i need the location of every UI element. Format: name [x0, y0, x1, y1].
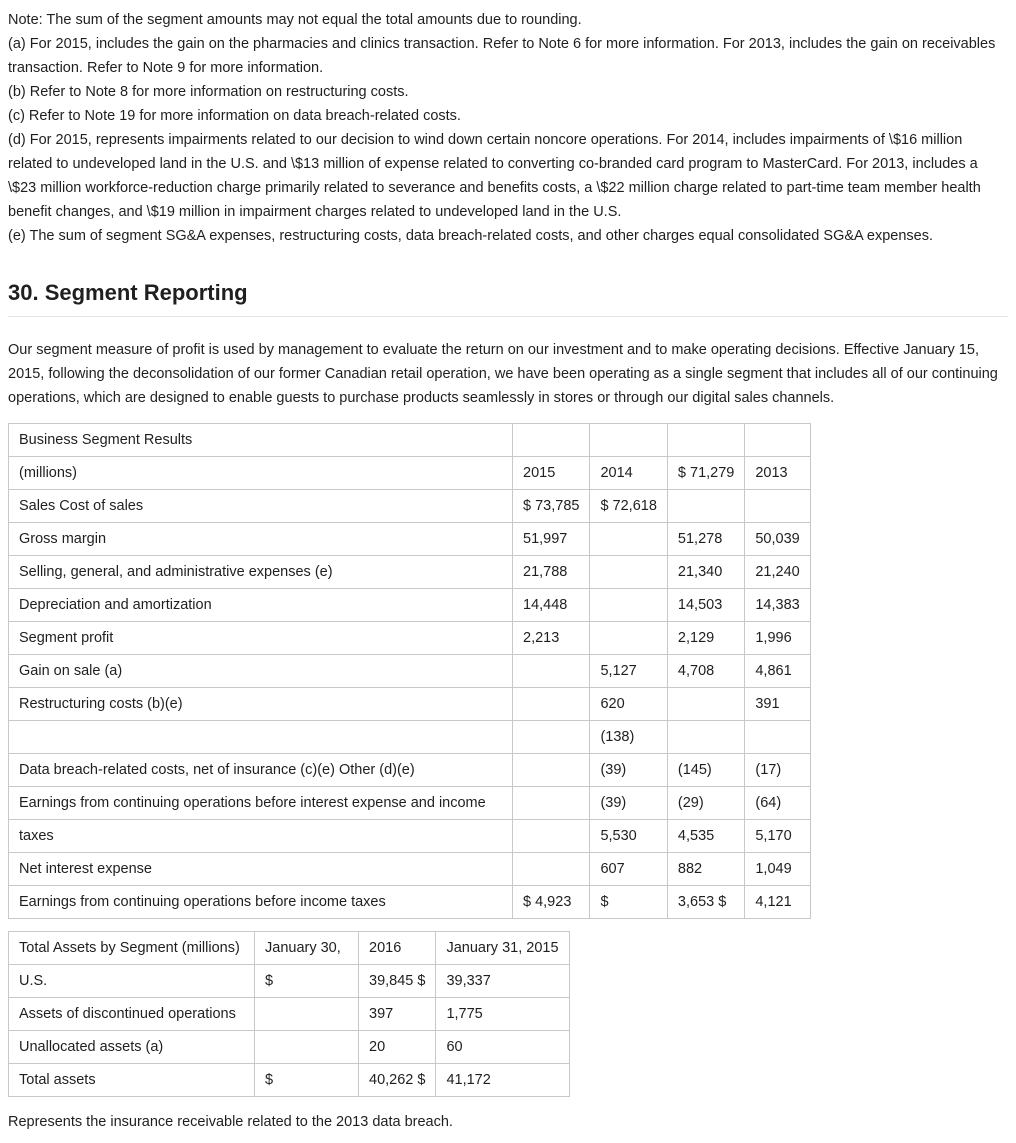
table-cell: 620: [590, 688, 667, 721]
table-cell: $ 4,923: [513, 886, 590, 919]
note-c: (c) Refer to Note 19 for more information on data breach-related costs.: [8, 108, 461, 124]
table-cell: 50,039: [745, 523, 810, 556]
note-a: (a) For 2015, includes the gain on the pharmacies and clinics transaction. Refer to Note 6 for more information. For 2013, includes the gain on receivables transaction. Refer to Note 9 for more information.: [8, 36, 996, 76]
table-row: [9, 886, 811, 919]
table-cell: [255, 1031, 359, 1064]
table-row: [9, 523, 811, 556]
table-cell: [513, 787, 590, 820]
table-cell: 4,121: [745, 886, 810, 919]
table-row: [9, 589, 811, 622]
table-cell: 60: [436, 1031, 569, 1064]
row-label: Data breach-related costs, net of insurance (c)(e) Other (d)(e): [9, 754, 513, 787]
row-label: Selling, general, and administrative expenses (e): [9, 556, 513, 589]
intro-paragraph: Our segment measure of profit is used by management to evaluate the return on our investment and to make operating decisions. Effective January 15, 2015, following the deconsolidation of our former Canadian retail operation, we have been operating as a single segment that includes all of our continuing operations, which are designed to enable guests to purchase products seamlessly in stores or through our digital sales channels.: [8, 342, 998, 406]
table-cell: 1,049: [745, 853, 810, 886]
table-cell: 5,530: [590, 820, 667, 853]
table-row: [9, 688, 811, 721]
row-label: Net interest expense: [9, 853, 513, 886]
table-cell: [590, 589, 667, 622]
table-cell: (138): [590, 721, 667, 754]
table-row: [9, 820, 811, 853]
table-cell: 20: [359, 1031, 436, 1064]
table-cell: [513, 820, 590, 853]
note-b: (b) Refer to Note 8 for more information on restructuring costs.: [8, 84, 409, 100]
table-cell: 1,996: [745, 622, 810, 655]
table-cell: $ 72,618: [590, 490, 667, 523]
row-label: Earnings from continuing operations before income taxes: [9, 886, 513, 919]
table-cell: 5,127: [590, 655, 667, 688]
note-e: (e) The sum of segment SG&A expenses, restructuring costs, data breach-related costs, and other charges equal consolidated SG&A expenses.: [8, 228, 934, 244]
table-cell: $ 71,279: [667, 457, 744, 490]
table-cell: (29): [667, 787, 744, 820]
table-cell: 397: [359, 998, 436, 1031]
footnote-insurance: Represents the insurance receivable related to the 2013 data breach.: [8, 1114, 453, 1130]
table-cell: 607: [590, 853, 667, 886]
table-row: [9, 721, 811, 754]
table-cell: 39,845 $: [359, 965, 436, 998]
table-cell: 1,775: [436, 998, 569, 1031]
table-row: [9, 655, 811, 688]
table-cell: 14,503: [667, 589, 744, 622]
table-cell: 2014: [590, 457, 667, 490]
table-row: [9, 932, 570, 965]
row-label: Gross margin: [9, 523, 513, 556]
footnotes: [8, 8, 1008, 248]
table-cell: (64): [745, 787, 810, 820]
table-cell: [513, 655, 590, 688]
table-cell: [745, 490, 810, 523]
row-label: Assets of discontinued operations: [9, 998, 255, 1031]
table-cell: 2,129: [667, 622, 744, 655]
table-row: [9, 424, 811, 457]
row-label: Segment profit: [9, 622, 513, 655]
table-cell: [513, 688, 590, 721]
row-label: Sales Cost of sales: [9, 490, 513, 523]
table-cell: 2013: [745, 457, 810, 490]
table-cell: $: [590, 886, 667, 919]
table-cell: 51,997: [513, 523, 590, 556]
table-row: [9, 457, 811, 490]
table-cell: [513, 721, 590, 754]
note-d: (d) For 2015, represents impairments related to our decision to wind down certain noncore operations. For 2014, includes impairments of \$16 million related to undeveloped land in the U.S. and \$13 million of expense related to converting co-branded card program to MasterCard. For 2013, includes a \$23 million workforce-reduction charge primarily related to severance and benefits costs, a \$22 million charge related to part-time team member health benefit changes, and \$19 million in impairment charges related to undeveloped land in the U.S.: [8, 132, 981, 220]
table-cell: [667, 721, 744, 754]
section-title: 30. Segment Reporting: [8, 280, 248, 305]
table-cell: 14,383: [745, 589, 810, 622]
table-cell: $: [255, 1064, 359, 1097]
row-label: Depreciation and amortization: [9, 589, 513, 622]
table-cell: (39): [590, 754, 667, 787]
row-label: Unallocated assets (a): [9, 1031, 255, 1064]
segment-results-table: [8, 423, 811, 919]
table-cell: [590, 622, 667, 655]
row-label: U.S.: [9, 965, 255, 998]
table-row: [9, 853, 811, 886]
table-cell: 4,708: [667, 655, 744, 688]
table-cell: 2016: [359, 932, 436, 965]
divider: [8, 316, 1008, 317]
segment-results-body: [9, 424, 811, 919]
table-cell: $: [255, 965, 359, 998]
row-label: Restructuring costs (b)(e): [9, 688, 513, 721]
table-cell: [255, 998, 359, 1031]
table-row: [9, 965, 570, 998]
table-cell: 21,340: [667, 556, 744, 589]
table-cell: 39,337: [436, 965, 569, 998]
row-label: Business Segment Results: [9, 424, 513, 457]
table-cell: (17): [745, 754, 810, 787]
note-rounding: Note: The sum of the segment amounts may not equal the total amounts due to rounding.: [8, 12, 582, 28]
table-cell: [513, 424, 590, 457]
table-cell: 21,240: [745, 556, 810, 589]
table-cell: 4,535: [667, 820, 744, 853]
table-cell: 3,653 $: [667, 886, 744, 919]
row-label: Total assets: [9, 1064, 255, 1097]
table-cell: [667, 490, 744, 523]
row-label: Total Assets by Segment (millions): [9, 932, 255, 965]
total-assets-table: [8, 931, 570, 1097]
table-cell: [590, 523, 667, 556]
table-row: [9, 556, 811, 589]
row-label: [9, 721, 513, 754]
table-cell: [745, 424, 810, 457]
table-cell: 21,788: [513, 556, 590, 589]
total-assets-body: [9, 932, 570, 1097]
table-row: [9, 1031, 570, 1064]
table-row: [9, 787, 811, 820]
table-cell: 51,278: [667, 523, 744, 556]
table-cell: 40,262 $: [359, 1064, 436, 1097]
table-row: [9, 754, 811, 787]
table-cell: [513, 853, 590, 886]
table-cell: January 30,: [255, 932, 359, 965]
table-cell: [590, 556, 667, 589]
table-row: [9, 998, 570, 1031]
row-label: Gain on sale (a): [9, 655, 513, 688]
table-cell: 4,861: [745, 655, 810, 688]
table-cell: 882: [667, 853, 744, 886]
table-cell: [745, 721, 810, 754]
table-cell: [667, 424, 744, 457]
row-label: Earnings from continuing operations before interest expense and income: [9, 787, 513, 820]
row-label: taxes: [9, 820, 513, 853]
table-row: [9, 490, 811, 523]
row-label: (millions): [9, 457, 513, 490]
table-row: [9, 1064, 570, 1097]
table-cell: 391: [745, 688, 810, 721]
table-cell: 2015: [513, 457, 590, 490]
table-cell: January 31, 2015: [436, 932, 569, 965]
table-cell: $ 73,785: [513, 490, 590, 523]
table-cell: [667, 688, 744, 721]
table-row: [9, 622, 811, 655]
table-cell: 5,170: [745, 820, 810, 853]
table-cell: 14,448: [513, 589, 590, 622]
table-cell: 41,172: [436, 1064, 569, 1097]
table-cell: (39): [590, 787, 667, 820]
table-cell: [590, 424, 667, 457]
table-cell: 2,213: [513, 622, 590, 655]
table-cell: (145): [667, 754, 744, 787]
table-cell: [513, 754, 590, 787]
